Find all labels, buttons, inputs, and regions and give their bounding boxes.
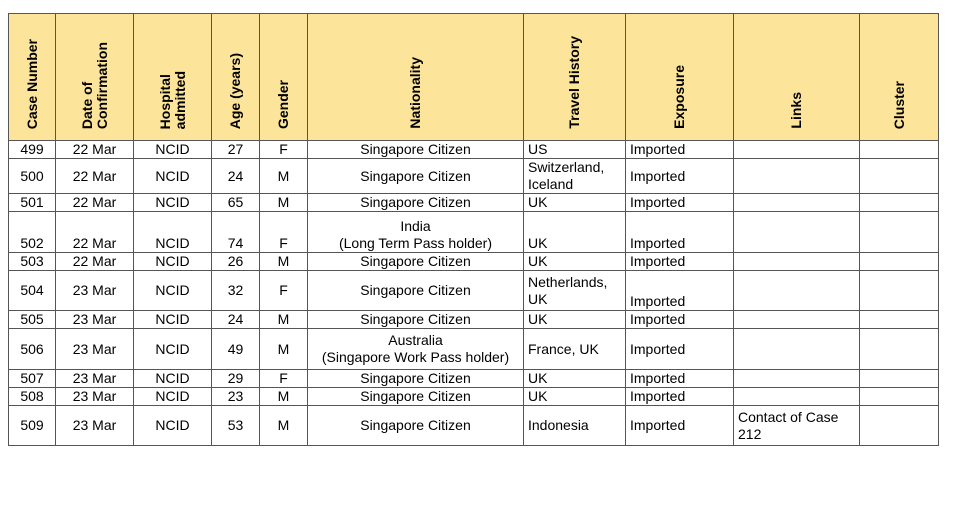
links-cell	[734, 388, 860, 406]
exposure-cell: Imported	[626, 141, 734, 159]
links-cell	[734, 159, 860, 194]
case-table	[8, 13, 939, 446]
header-gender: Gender	[260, 14, 308, 141]
date-cell: 23 Mar	[56, 370, 134, 388]
hospital-cell: NCID	[134, 159, 212, 194]
exposure-cell: Imported	[626, 311, 734, 329]
cluster-cell	[860, 212, 939, 253]
travel-history-cell: UK	[524, 194, 626, 212]
links-cell	[734, 329, 860, 370]
header-exposure: Exposure	[626, 14, 734, 141]
case-number-cell: 509	[9, 406, 56, 446]
nationality-cell: Singapore Citizen	[308, 311, 524, 329]
hospital-cell: NCID	[134, 194, 212, 212]
case-number-cell: 504	[9, 271, 56, 311]
date-cell: 22 Mar	[56, 212, 134, 253]
links-cell	[734, 271, 860, 311]
travel-history-cell: UK	[524, 253, 626, 271]
header-case-number: Case Number	[9, 14, 56, 141]
header-row	[9, 14, 939, 141]
gender-cell: M	[260, 253, 308, 271]
gender-cell: M	[260, 388, 308, 406]
table-row	[9, 271, 939, 311]
travel-history-cell: Netherlands, UK	[524, 271, 626, 311]
exposure-cell: Imported	[626, 329, 734, 370]
exposure-cell: Imported	[626, 388, 734, 406]
age-cell: 27	[212, 141, 260, 159]
case-number-cell: 508	[9, 388, 56, 406]
hospital-cell: NCID	[134, 388, 212, 406]
exposure-cell: Imported	[626, 370, 734, 388]
table-row	[9, 194, 939, 212]
header-travel-history: Travel History	[524, 14, 626, 141]
table-row	[9, 388, 939, 406]
date-cell: 23 Mar	[56, 271, 134, 311]
date-cell: 22 Mar	[56, 159, 134, 194]
links-cell	[734, 311, 860, 329]
links-cell	[734, 370, 860, 388]
exposure-cell: Imported	[626, 271, 734, 311]
nationality-cell: Singapore Citizen	[308, 370, 524, 388]
exposure-cell: Imported	[626, 194, 734, 212]
age-cell: 26	[212, 253, 260, 271]
case-number-cell: 503	[9, 253, 56, 271]
gender-cell: M	[260, 159, 308, 194]
age-cell: 32	[212, 271, 260, 311]
case-number-cell: 506	[9, 329, 56, 370]
nationality-cell: Singapore Citizen	[308, 194, 524, 212]
table-row	[9, 406, 939, 446]
links-cell	[734, 253, 860, 271]
date-cell: 22 Mar	[56, 253, 134, 271]
hospital-cell: NCID	[134, 311, 212, 329]
age-cell: 24	[212, 311, 260, 329]
table-row	[9, 311, 939, 329]
header-cluster: Cluster	[860, 14, 939, 141]
date-cell: 23 Mar	[56, 311, 134, 329]
cluster-cell	[860, 329, 939, 370]
table-row	[9, 212, 939, 253]
cluster-cell	[860, 194, 939, 212]
age-cell: 24	[212, 159, 260, 194]
travel-history-cell: UK	[524, 370, 626, 388]
age-cell: 49	[212, 329, 260, 370]
links-cell: Contact of Case 212	[734, 406, 860, 446]
age-cell: 74	[212, 212, 260, 253]
nationality-cell: Singapore Citizen	[308, 406, 524, 446]
gender-cell: M	[260, 194, 308, 212]
exposure-cell: Imported	[626, 212, 734, 253]
cluster-cell	[860, 388, 939, 406]
nationality-cell: India (Long Term Pass holder)	[308, 212, 524, 253]
age-cell: 53	[212, 406, 260, 446]
gender-cell: F	[260, 212, 308, 253]
nationality-cell: Singapore Citizen	[308, 141, 524, 159]
date-cell: 22 Mar	[56, 194, 134, 212]
travel-history-cell: US	[524, 141, 626, 159]
hospital-cell: NCID	[134, 370, 212, 388]
cluster-cell	[860, 141, 939, 159]
age-cell: 65	[212, 194, 260, 212]
travel-history-cell: UK	[524, 388, 626, 406]
gender-cell: F	[260, 141, 308, 159]
header-nationality: Nationality	[308, 14, 524, 141]
date-cell: 23 Mar	[56, 388, 134, 406]
gender-cell: F	[260, 271, 308, 311]
date-cell: 23 Mar	[56, 406, 134, 446]
cluster-cell	[860, 159, 939, 194]
case-number-cell: 499	[9, 141, 56, 159]
case-number-cell: 500	[9, 159, 56, 194]
travel-history-cell: France, UK	[524, 329, 626, 370]
age-cell: 29	[212, 370, 260, 388]
age-cell: 23	[212, 388, 260, 406]
case-number-cell: 507	[9, 370, 56, 388]
gender-cell: M	[260, 329, 308, 370]
links-cell	[734, 141, 860, 159]
cluster-cell	[860, 406, 939, 446]
case-number-cell: 502	[9, 212, 56, 253]
gender-cell: F	[260, 370, 308, 388]
header-hospital-admitted: Hospital admitted	[134, 14, 212, 141]
cluster-cell	[860, 370, 939, 388]
cluster-cell	[860, 253, 939, 271]
exposure-cell: Imported	[626, 253, 734, 271]
nationality-cell: Singapore Citizen	[308, 159, 524, 194]
nationality-cell: Australia (Singapore Work Pass holder)	[308, 329, 524, 370]
date-cell: 23 Mar	[56, 329, 134, 370]
travel-history-cell: UK	[524, 212, 626, 253]
header-date-of-confirmation: Date of Confirmation	[56, 14, 134, 141]
nationality-cell: Singapore Citizen	[308, 388, 524, 406]
header-age: Age (years)	[212, 14, 260, 141]
header-links: Links	[734, 14, 860, 141]
table-row	[9, 329, 939, 370]
gender-cell: M	[260, 406, 308, 446]
travel-history-cell: Indonesia	[524, 406, 626, 446]
hospital-cell: NCID	[134, 271, 212, 311]
nationality-cell: Singapore Citizen	[308, 253, 524, 271]
hospital-cell: NCID	[134, 406, 212, 446]
hospital-cell: NCID	[134, 329, 212, 370]
cluster-cell	[860, 311, 939, 329]
travel-history-cell: UK	[524, 311, 626, 329]
gender-cell: M	[260, 311, 308, 329]
exposure-cell: Imported	[626, 159, 734, 194]
case-number-cell: 501	[9, 194, 56, 212]
date-cell: 22 Mar	[56, 141, 134, 159]
exposure-cell: Imported	[626, 406, 734, 446]
cluster-cell	[860, 271, 939, 311]
table-row	[9, 370, 939, 388]
hospital-cell: NCID	[134, 212, 212, 253]
case-number-cell: 505	[9, 311, 56, 329]
table-row	[9, 141, 939, 159]
hospital-cell: NCID	[134, 253, 212, 271]
travel-history-cell: Switzerland, Iceland	[524, 159, 626, 194]
table-row	[9, 159, 939, 194]
table-row	[9, 253, 939, 271]
hospital-cell: NCID	[134, 141, 212, 159]
links-cell	[734, 194, 860, 212]
links-cell	[734, 212, 860, 253]
nationality-cell: Singapore Citizen	[308, 271, 524, 311]
